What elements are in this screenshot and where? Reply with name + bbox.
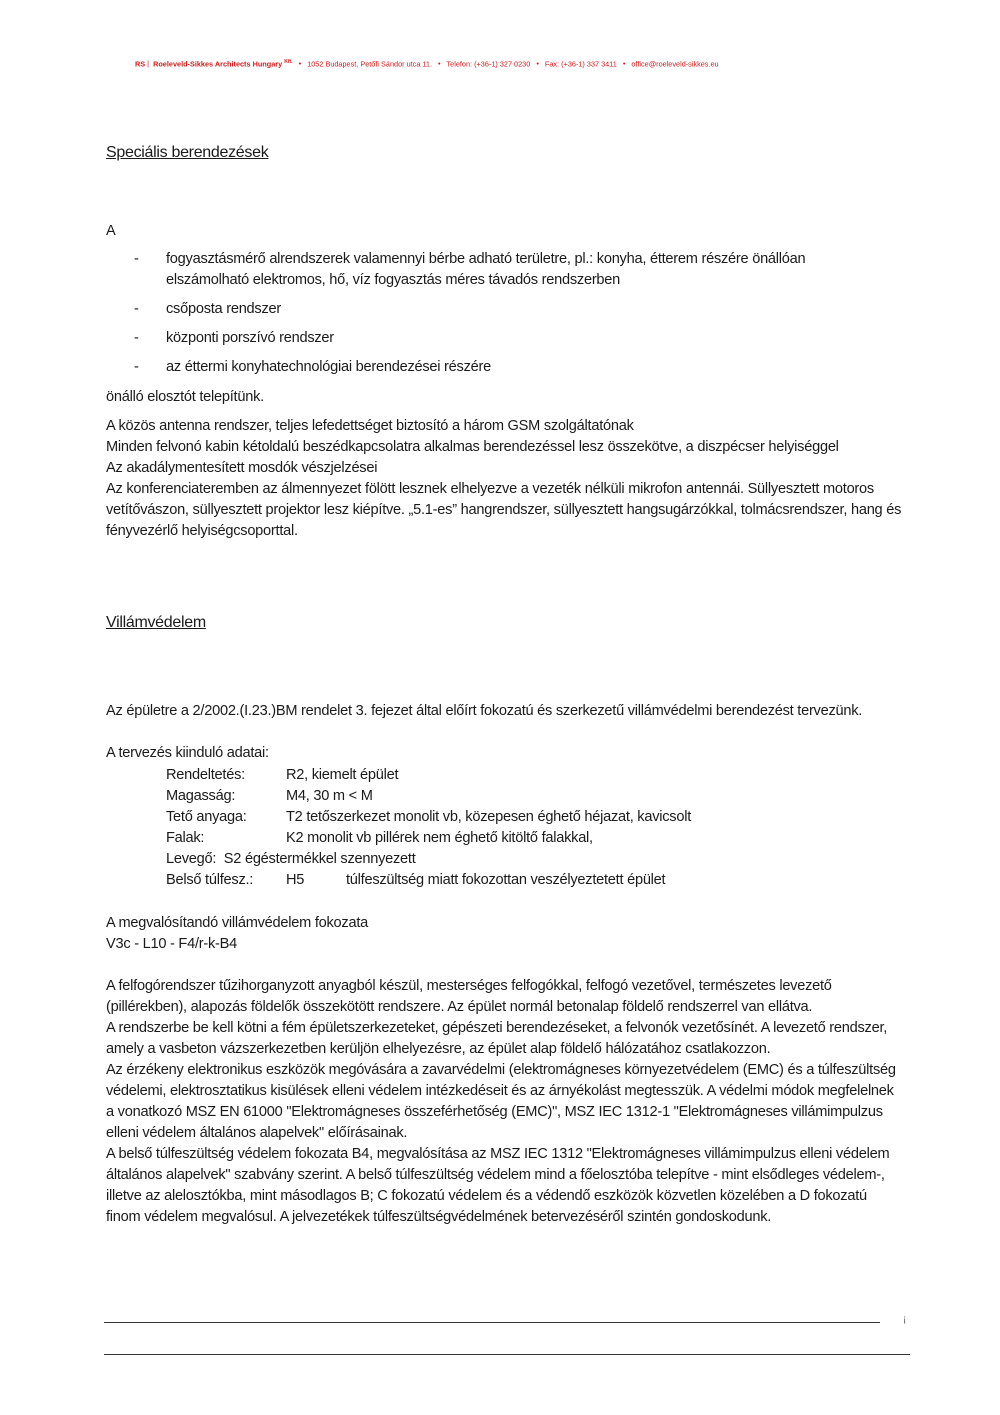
footer-mark: ¡ bbox=[903, 1314, 907, 1325]
paragraph: A rendszerbe be kell kötni a fém épületszerkezeteket, gépészeti berendezéseket, a felvonók vezetősínét. A levezető rendszer, amely a vasbeton vázszerkezetben kerüljön elhelyezésre, az épület alap földelő hálózatához csatlakozzon. bbox=[106, 1020, 888, 1057]
paragraph: Az akadálymentesített mosdók vészjelzései bbox=[106, 460, 378, 476]
design-data-table bbox=[166, 765, 886, 891]
list-item: - fogyasztásmérő alrendszerek valamennyi bérbe adható területre, pl.: konyha, étterem részére önállóan elszámolható elektromos, hő, víz fogyasztás méres távadós rendszerben bbox=[134, 251, 806, 288]
list-item: - az éttermi konyhatechnológiai berendezései részére bbox=[134, 359, 491, 375]
list-item: - csőposta rendszer bbox=[134, 301, 281, 317]
firm-suffix: Kft. bbox=[284, 59, 293, 65]
address: 1052 Budapest, Petőfi Sándor utca 11. bbox=[307, 59, 433, 69]
fax: Fax: (+36-1) 337 3411 bbox=[544, 59, 617, 69]
paragraph: A felfogórendszer tűzihorganyzott anyagból készül, mesterséges felfogókkal, felfogó vezetővel, természetes levezető (pillérekben), alapozás földelők összekötött rendszere. Az épület normál betonalap földelő rendszerrel van ellátva. bbox=[106, 978, 832, 1015]
section-heading-lightning-protection: Villámvédelem bbox=[106, 614, 206, 631]
after-list-text: önálló elosztót telepítünk. bbox=[106, 389, 264, 405]
logo: RS bbox=[135, 59, 146, 69]
equipment-list bbox=[106, 249, 886, 386]
design-data-title: A tervezés kiinduló adatai: bbox=[106, 745, 269, 761]
paragraph: Az érzékeny elektronikus eszközök megóvására a zavarvédelmi (elektromágneses környezetvédelem (EMC) és a túlfeszültség védelemi, elektrosztatikus kisülések elleni védelem intézkedéseit és az árnyékolást megtesszük. A védelmi módok megfelelnek a vonatkozó MSZ EN 61000 "Elektromágneses összeférhetőség (EMC)", MSZ IEC 1312-1 "Elektromágneses villámimpulzus elleni védelem általános alapelvek" előírásainak. bbox=[106, 1062, 896, 1141]
section-heading-special-equipment: Speciális berendezések bbox=[106, 144, 269, 161]
protection-grade bbox=[106, 913, 910, 955]
data-row: Belső túlfesz.: H5 túlfeszültség miatt fokozottan veszélyeztetett épület bbox=[166, 872, 666, 888]
grade-title: A megvalósítandó villámvédelem fokozata bbox=[106, 915, 369, 931]
section2-intro: Az épületre a 2/2002.(I.23.)BM rendelet 3. fejezet által előírt fokozatú és szerkezetű villámvédelmi berendezést tervezünk. bbox=[106, 703, 863, 719]
section2-body bbox=[106, 976, 901, 1228]
footer-divider-bottom bbox=[104, 1354, 910, 1355]
list-item: - központi porszívó rendszer bbox=[134, 330, 334, 346]
data-row: Falak: K2 monolit vb pillérek nem éghető kitöltő falakkal, bbox=[166, 830, 593, 846]
paragraph: Az konferenciateremben az álmennyezet fölött lesznek elhelyezve a vezeték nélküli mikrofon antennái. Süllyesztett motoros vetítővászon, süllyesztett projektor lesz kiépítve. „5.1-es” hangrendszer, süllyesztett hangsugárzókkal, tolmácsrendszer, hang és fényvezérlő helyiségcsoporttal. bbox=[106, 481, 902, 539]
paragraph: Minden felvonó kabin kétoldalú beszédkapcsolatra alkalmas berendezéssel lesz összekötve, a diszpécser helyiséggel bbox=[106, 439, 839, 455]
section1-body bbox=[106, 416, 910, 542]
data-row: Rendeltetés: R2, kiemelt épület bbox=[166, 767, 399, 783]
phone: Telefon: (+36-1) 327 0230 bbox=[446, 59, 531, 69]
letterhead: RS | Roeleveld-Sikkes Architects Hungary $^{Kft.}$ • 1052 Budapest, Petőfi Sándor utca 11. • Telefon: (+36-1) 327 0230 • Fax: (+36-1) 337 3411 • office@roeleveld-sikkes.eu bbox=[135, 59, 719, 69]
data-row: Magasság: M4, 30 m < M bbox=[166, 788, 373, 804]
paragraph: A belső túlfeszültség védelem fokozata B4, megvalósítása az MSZ IEC 1312 "Elektromágneses villámimpulzus elleni védelem általános alapelvek" szabvány szerint. A belső túlfeszültség védelem mind a főelosztóba telepítve - mint elsődleges védelem-, illetve az alelosztókba, mint másodlagos B; C fokozatú védelem és a védendő eszközök közvetlen közelében a D fokozatú finom védelem megvalósul. A jelvezetékek túlfeszültségvédelmének betervezéséről szintén gondoskodunk. bbox=[106, 1146, 890, 1225]
footer-divider-top bbox=[104, 1322, 880, 1323]
paragraph: A közös antenna rendszer, teljes lefedettséget biztosító a három GSM szolgáltatónak bbox=[106, 418, 634, 434]
grade-value: V3c - L10 - F4/r-k-B4 bbox=[106, 936, 237, 952]
firm-name: Roeleveld-Sikkes Architects Hungary bbox=[153, 59, 283, 69]
data-row: Tető anyaga: T2 tetőszerkezet monolit vb, közepesen éghető héjazat, kavicsolt bbox=[166, 809, 692, 825]
section1-intro: A bbox=[106, 223, 116, 239]
email-link[interactable]: office@roeleveld-sikkes.eu bbox=[631, 59, 719, 69]
data-row: Levegő: S2 égéstermékkel szennyezett bbox=[166, 851, 416, 867]
